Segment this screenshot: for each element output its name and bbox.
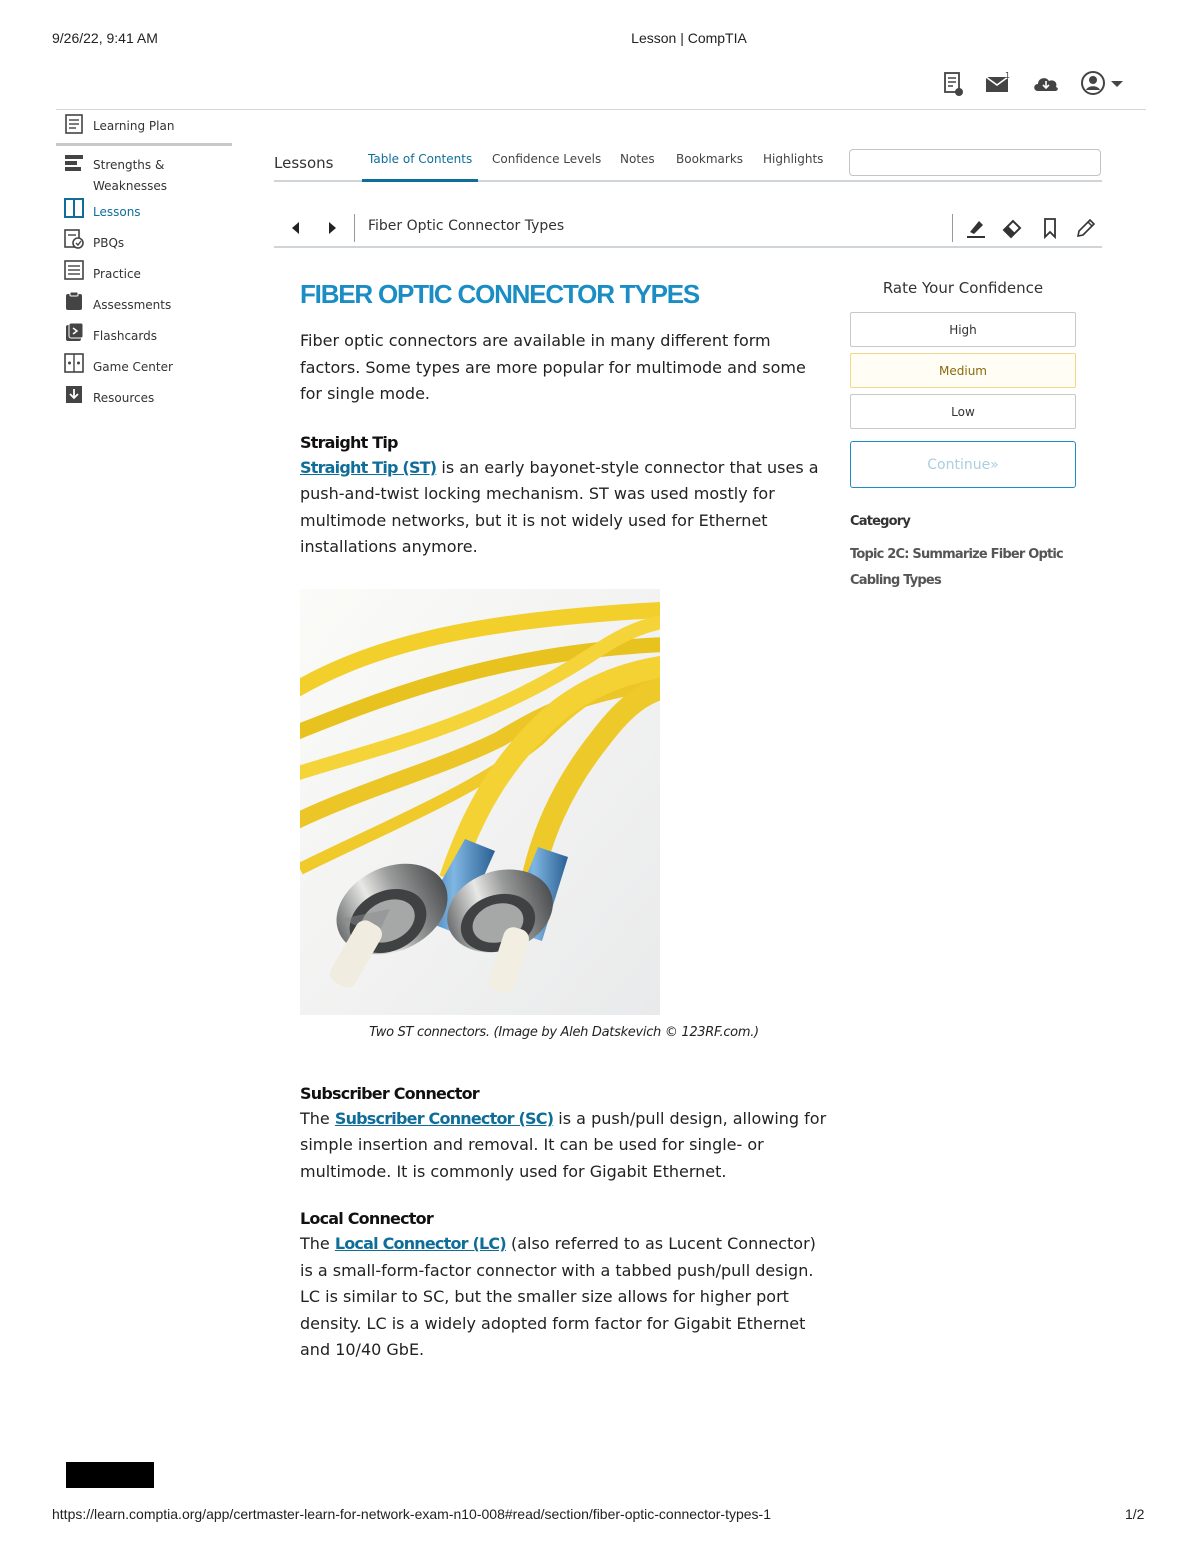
pencil-icon[interactable]	[1074, 216, 1098, 240]
caret-down-icon[interactable]	[1108, 70, 1126, 98]
print-datetime: 9/26/22, 9:41 AM	[52, 30, 158, 46]
flashcards-icon	[64, 322, 84, 342]
sidebar-item-label: Learning Plan	[93, 119, 175, 133]
report-icon[interactable]	[940, 70, 968, 98]
page-number: 1/2	[1125, 1506, 1145, 1522]
sidebar-item-label: Flashcards	[93, 329, 157, 343]
print-header	[0, 30, 1200, 50]
next-arrow-icon[interactable]	[324, 220, 340, 236]
sc-paragraph	[300, 1106, 828, 1186]
lc-text: (also referred to as Lucent Connector) is a small-form-factor connector with a tabbed push/pull design. LC is similar to SC, but the smaller size allows for higher port density. LC is a widely adopted form factor for Gigabit Ethernet and 10/40 GbE.	[300, 1234, 816, 1359]
section-heading-subscriber-connector: Subscriber Connector	[300, 1083, 479, 1103]
tab-bookmarks[interactable]: Bookmarks	[676, 152, 744, 166]
download-icon	[64, 384, 84, 404]
sidebar-item-game-center[interactable]	[56, 351, 232, 382]
st-text: is an early bayonet-style connector that uses a push-and-twist locking mechanism. ST was used mostly for multimode networks, but it is not widely used for Ethernet installations anymore.	[300, 457, 819, 556]
cloud-icon[interactable]	[1032, 70, 1060, 98]
divider	[952, 214, 953, 242]
sidebar-item-label: Lessons	[93, 205, 141, 219]
sidebar-item-resources[interactable]	[56, 382, 232, 413]
bookmark-icon[interactable]	[1038, 216, 1062, 240]
lessons-title: Lessons	[274, 154, 334, 172]
st-link[interactable]: Straight Tip (ST)	[300, 457, 437, 477]
sc-prefix: The	[300, 1108, 335, 1128]
confidence-title: Rate Your Confidence	[882, 279, 1044, 297]
sidebar-item-strengths-weaknesses[interactable]	[56, 151, 232, 196]
sc-link[interactable]: Subscriber Connector (SC)	[334, 1108, 554, 1128]
print-page-title: Lesson | CompTIA	[631, 30, 747, 46]
redaction-block	[66, 1462, 154, 1488]
tab-table-of-contents[interactable]: Table of Contents	[362, 152, 478, 182]
sc-text: is a push/pull design, allowing for simple insertion and removal. It can be used for single- or multimode. It is commonly used for Gigabit Ethernet.	[300, 1108, 827, 1181]
sidebar-item-pbqs[interactable]	[56, 227, 232, 258]
lc-link[interactable]: Local Connector (LC)	[334, 1234, 506, 1253]
user-icon[interactable]	[1080, 70, 1108, 98]
section-heading-straight-tip: Straight Tip	[300, 432, 398, 452]
sidebar-item-label: PBQs	[93, 236, 125, 250]
highlighter-icon[interactable]	[964, 216, 988, 240]
image-caption: Two ST connectors. (Image by Aleh Datskevich © 123RF.com.)	[369, 1024, 759, 1040]
st-connectors-photo	[300, 589, 660, 1015]
confidence-low-button[interactable]: Low	[850, 394, 1076, 429]
learning-plan-icon	[64, 114, 84, 134]
confidence-medium-button[interactable]: Medium	[850, 353, 1076, 388]
sidebar	[56, 112, 232, 413]
strengths-icon	[64, 153, 84, 173]
lc-paragraph	[300, 1231, 828, 1364]
tab-notes[interactable]: Notes	[620, 152, 655, 166]
tab-highlights[interactable]: Highlights	[763, 152, 824, 166]
category-label: Category	[850, 514, 911, 529]
confidence-high-button[interactable]: High	[850, 312, 1076, 347]
mail-badge: 1	[1005, 71, 1011, 80]
practice-icon	[64, 260, 84, 280]
lessons-nav	[274, 146, 1102, 182]
tab-confidence-levels[interactable]: Confidence Levels	[492, 152, 602, 166]
clipboard-icon	[64, 291, 84, 311]
continue-button[interactable]: Continue»	[850, 441, 1076, 488]
sidebar-item-learning-plan[interactable]	[56, 112, 232, 146]
breadcrumb: Fiber Optic Connector Types	[368, 218, 565, 234]
intro-paragraph: Fiber optic connectors are available in many different form factors. Some types are more popular for multimode and some for single mode.	[300, 331, 806, 403]
pbq-icon	[64, 229, 84, 249]
mail-icon[interactable]	[984, 70, 1012, 98]
sidebar-item-lessons[interactable]	[56, 196, 232, 227]
confidence-panel	[850, 276, 1076, 594]
page-title: FIBER OPTIC CONNECTOR TYPES	[300, 279, 700, 309]
sidebar-item-assessments[interactable]	[56, 289, 232, 320]
section-heading-local-connector: Local Connector	[300, 1209, 433, 1228]
previous-arrow-icon[interactable]	[288, 220, 304, 236]
game-icon	[64, 353, 84, 373]
lesson-article	[300, 276, 828, 1364]
lesson-toolbar	[274, 210, 1102, 248]
divider	[354, 214, 355, 242]
sidebar-item-practice[interactable]	[56, 258, 232, 289]
sidebar-item-label: Assessments	[93, 298, 172, 312]
sidebar-item-label: Practice	[93, 267, 141, 281]
sidebar-item-label: Game Center	[93, 360, 173, 374]
lc-prefix: The	[300, 1234, 335, 1253]
eraser-icon[interactable]	[1000, 216, 1024, 240]
category-value: Topic 2C: Summarize Fiber Optic Cabling Types	[850, 547, 1063, 588]
book-icon	[64, 198, 84, 218]
search-input[interactable]	[849, 149, 1101, 176]
sidebar-item-label: Resources	[93, 391, 155, 405]
sidebar-item-flashcards[interactable]	[56, 320, 232, 351]
sidebar-item-label: Strengths & Weaknesses	[93, 158, 167, 193]
topbar-icons	[940, 70, 1140, 102]
print-url: https://learn.comptia.org/app/certmaster-learn-for-network-exam-n10-008#read/section/fiber-optic-connector-types-1	[52, 1506, 771, 1522]
st-paragraph	[300, 455, 828, 561]
header-divider	[56, 109, 1146, 110]
